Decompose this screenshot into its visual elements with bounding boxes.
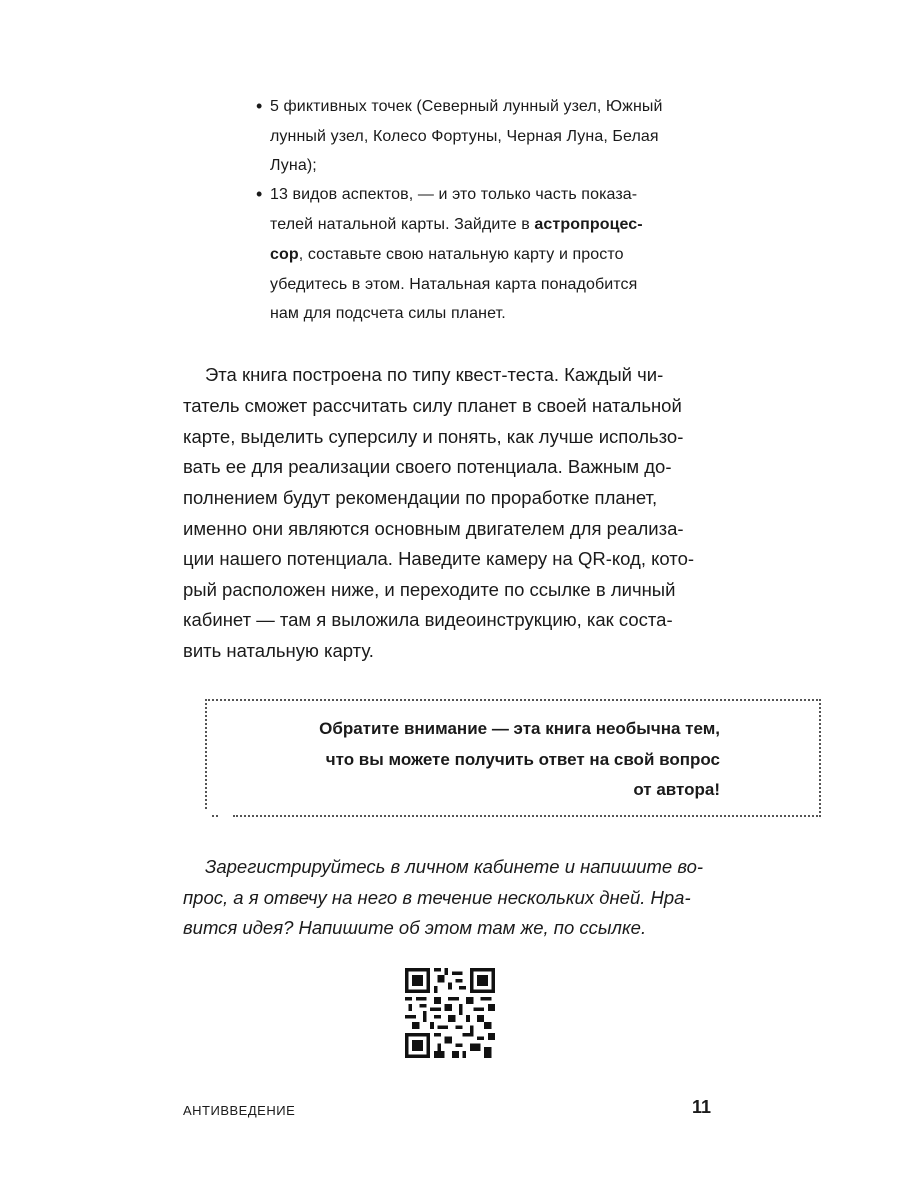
- callout-line: Обратите внимание — эта книга необычна тем,: [319, 719, 720, 738]
- highlight-term: астропроцес-: [534, 216, 643, 233]
- paragraph-line: именно они являются основным двигателем для реализа-: [183, 518, 684, 539]
- callout-border-left: [205, 699, 207, 809]
- list-item-line: телей натальной карты. Зайдите в астропроцес-: [270, 216, 643, 233]
- paragraph-line: Эта книга построена по типу квест-теста. Каждый чи-: [205, 364, 664, 385]
- paragraph-line: карте, выделить суперсилу и понять, как лучше использо-: [183, 426, 684, 447]
- callout-border-right: [819, 699, 821, 817]
- callout-line: от автора!: [633, 780, 720, 799]
- paragraph-line: ции нашего потенциала. Наведите камеру на QR-код, кото-: [183, 548, 695, 569]
- callout-border-corner: [212, 815, 218, 817]
- bullet-marker: •: [256, 184, 263, 204]
- callout-border-top: [205, 699, 821, 701]
- qr-code-icon[interactable]: [405, 968, 495, 1058]
- page-number: 11: [692, 1097, 712, 1117]
- italic-line: Зарегистрируйтесь в личном кабинете и напишите во-: [205, 856, 704, 877]
- running-footer-section: АНТИВВЕДЕНИЕ: [183, 1103, 296, 1118]
- paragraph-line: вать ее для реализации своего потенциала. Важным до-: [183, 456, 672, 477]
- list-item-line: сор, составьте свою натальную карту и просто: [270, 246, 624, 263]
- italic-line: прос, а я отвечу на него в течение нескольких дней. Нра-: [183, 887, 691, 908]
- bullet-marker: •: [256, 96, 263, 116]
- list-item-line: нам для подсчета силы планет.: [270, 305, 506, 322]
- paragraph-line: татель сможет рассчитать силу планет в своей натальной: [183, 395, 682, 416]
- callout-border-bottom: [233, 815, 821, 817]
- paragraph-line: рый расположен ниже, и переходите по ссылке в личный: [183, 579, 676, 600]
- list-item-line: убедитесь в этом. Натальная карта понадобится: [270, 276, 638, 293]
- paragraph-line: полнением будут рекомендации по проработке планет,: [183, 487, 658, 508]
- highlight-term: сор: [270, 246, 299, 263]
- italic-line: вится идея? Напишите об этом там же, по ссылке.: [183, 917, 647, 938]
- list-item-line: лунный узел, Колесо Фортуны, Черная Луна, Белая: [270, 128, 659, 145]
- list-item-line: 13 видов аспектов, — и это только часть показа-: [270, 186, 638, 203]
- paragraph-line: кабинет — там я выложила видеоинструкцию, как соста-: [183, 609, 673, 630]
- paragraph-line: вить натальную карту.: [183, 640, 374, 661]
- list-item-line: Луна);: [270, 157, 317, 174]
- callout-line: что вы можете получить ответ на свой вопрос: [325, 750, 720, 769]
- list-item-line: 5 фиктивных точек (Северный лунный узел, Южный: [270, 98, 663, 115]
